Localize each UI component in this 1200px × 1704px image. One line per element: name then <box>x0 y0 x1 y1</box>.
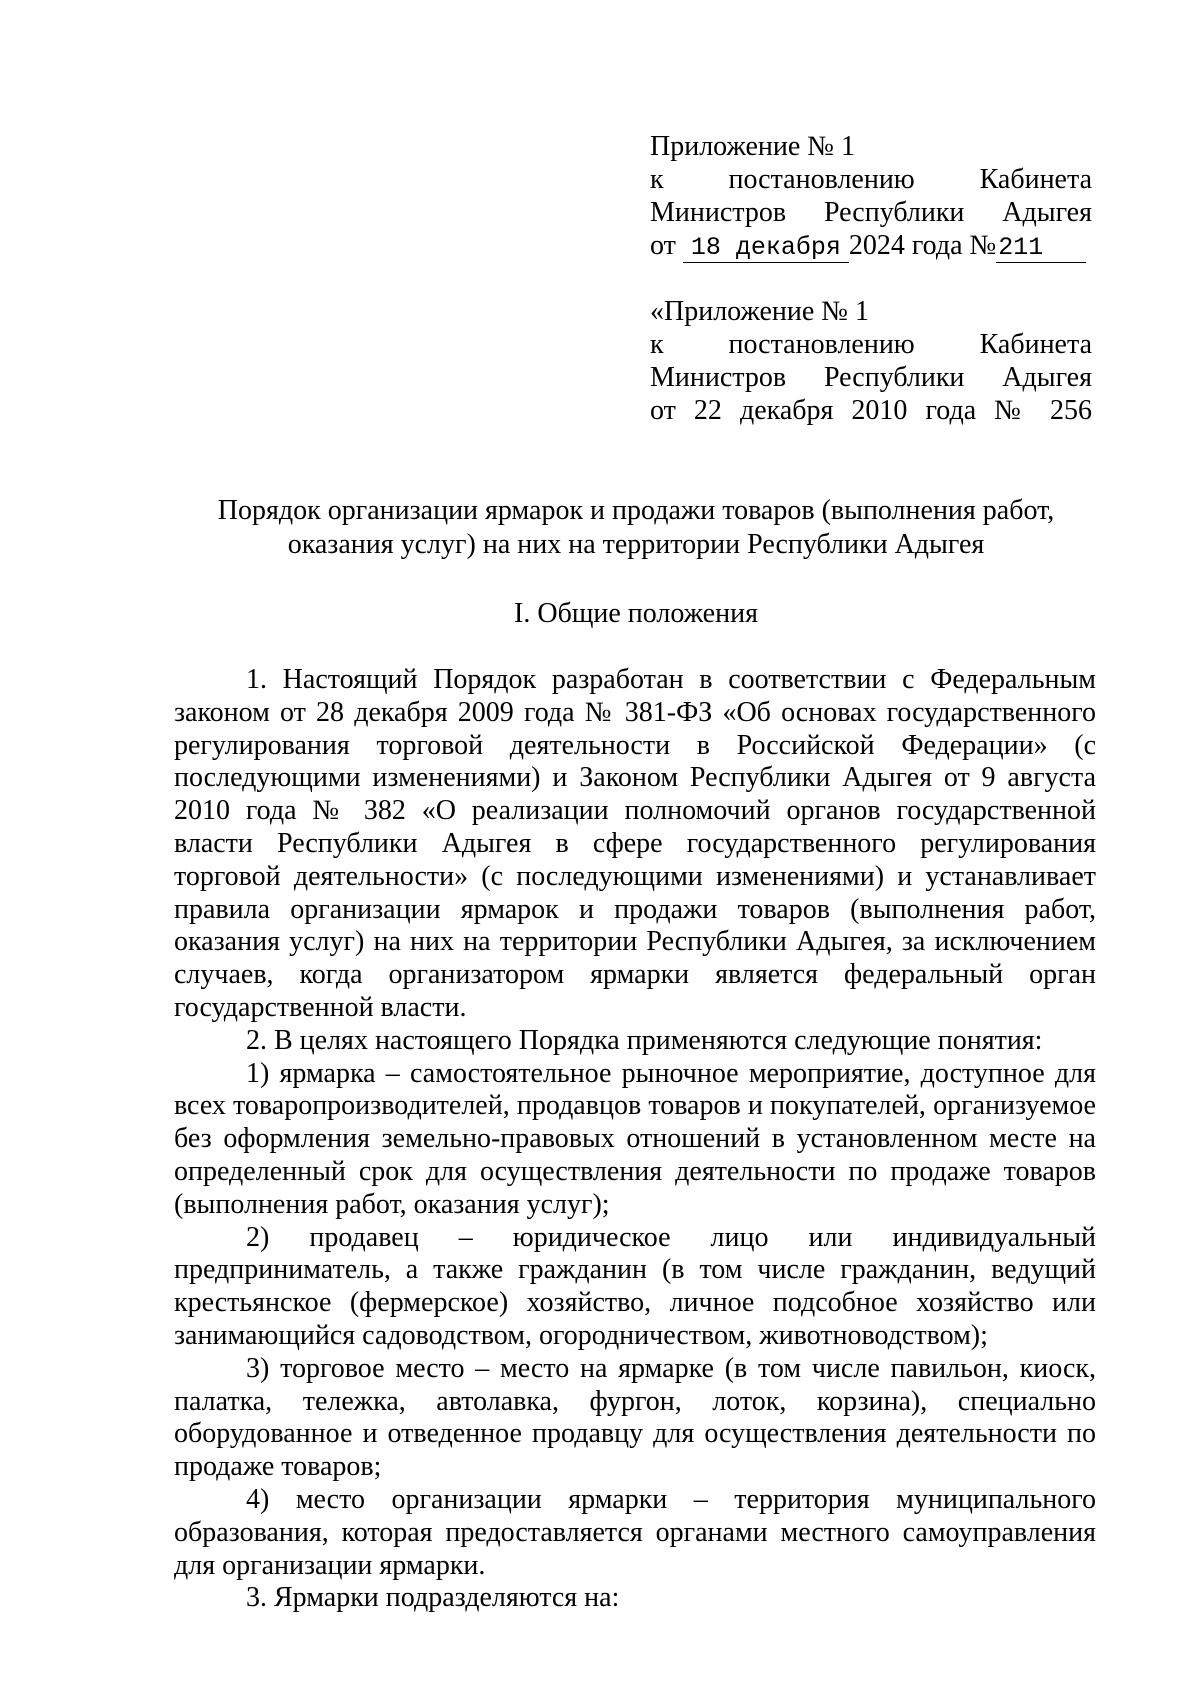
document-title-line2: оказания услуг) на них на территории Республики Адыгея <box>287 529 985 560</box>
appendix-current-line3: Министров Республики Адыгея <box>650 197 1092 228</box>
paragraph-2-2: 2) продавец – юридическое лицо или индивидуальный предприниматель, а также гражданин (в том числе гражданин, ведущий крестьянское (фермерское) хозяйство, личное подсобное хозяйство или занимающийся садоводством, огородничеством, животноводством); <box>174 1221 1096 1351</box>
appendix-current-line4 <box>650 229 1092 262</box>
appendix-current-block <box>650 130 1092 262</box>
document-body <box>174 664 1096 1615</box>
appendix-original-block <box>650 295 1092 427</box>
appendix-original-line2: к постановлению Кабинета <box>650 329 1092 360</box>
appendix-original-line4: от 22 декабря 2010 года № 256 <box>650 395 1092 426</box>
paragraph-2-1: 1) ярмарка – самостоятельное рыночное мероприятие, доступное для всех товаропроизводителей, продавцов товаров и покупателей, организуемое без оформления земельно-правовых отношений в установленном месте на определенный срок для осуществления деятельности по продаже товаров (выполнения работ, оказания услуг); <box>174 1057 1096 1220</box>
appendix-current-line1: Приложение № 1 <box>650 131 855 162</box>
appendix-current-year-label: 2024 года № <box>848 230 997 261</box>
paragraph-1: 1. Настоящий Порядок разработан в соответствии с Федеральным законом от 28 декабря 2009 года № 381-ФЗ «Об основах государственного регулирования торговой деятельности в Российской Федерации» (с последующими изменениями) и Законом Республики Адыгея от 9 августа 2010 года № 382 «О реализации полномочий органов государственной власти Республики Адыгея в сфере государственного регулирования торговой деятельности» (с последующими изменениями) и устанавливает правила организации ярмарок и продажи товаров (выполнения работ, оказания услуг) на них на территории Республики Адыгея, за исключением случаев, когда организатором ярмарки является федеральный орган государственной власти. <box>174 664 1096 1023</box>
document-title-line1: Порядок организации ярмарок и продажи товаров (выполнения работ, <box>217 495 1055 526</box>
appendix-current-number-field: 211 <box>996 235 1086 263</box>
appendix-original-line1: «Приложение № 1 <box>650 296 869 327</box>
appendix-original-line3: Министров Республики Адыгея <box>650 362 1092 393</box>
paragraph-3: 3. Ярмарки подразделяются на: <box>246 1582 620 1614</box>
paragraph-2: 2. В целях настоящего Порядка применяются следующие понятия: <box>246 1024 1043 1056</box>
appendix-current-date-prefix: от <box>650 230 676 261</box>
section-heading: I. Общие положения <box>514 598 758 629</box>
document-title <box>174 494 1098 562</box>
paragraph-2-4: 4) место организации ярмарки – территория муниципального образования, которая предоставляется органами местного самоуправления для организации ярмарки. <box>174 1483 1096 1581</box>
appendix-current-line2: к постановлению Кабинета <box>650 164 1092 195</box>
appendix-current-date-field: 18 декабря <box>683 235 849 263</box>
paragraph-2-3: 3) торговое место – место на ярмарке (в том числе павильон, киоск, палатка, тележка, автолавка, фургон, лоток, корзина), специально оборудованное и отведенное продавцу для осуществления деятельности по продаже товаров; <box>174 1352 1096 1483</box>
